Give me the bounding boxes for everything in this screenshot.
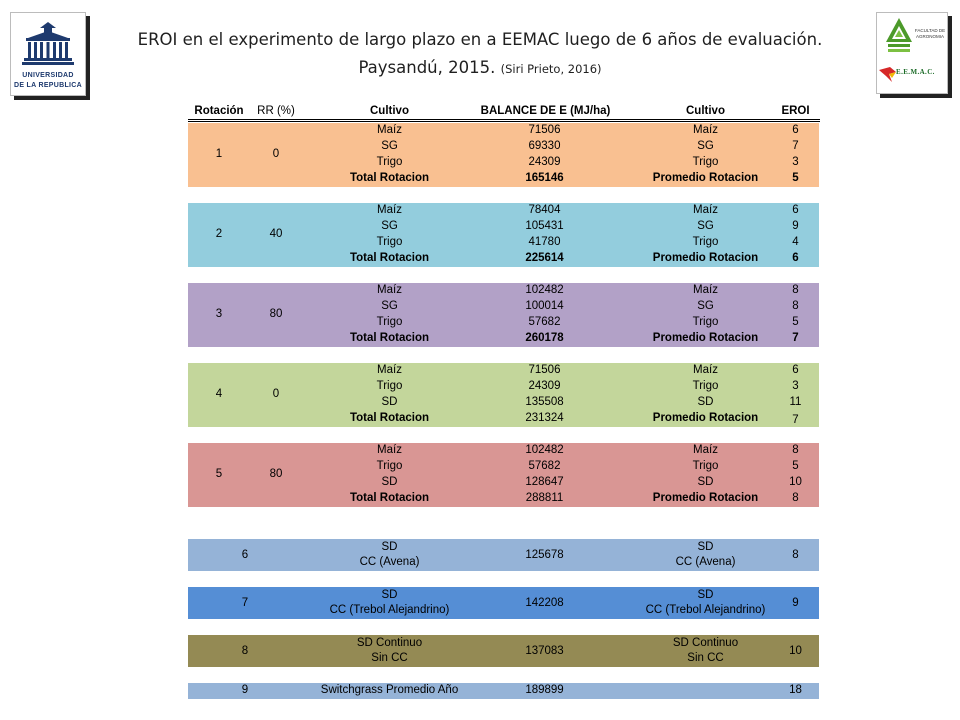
fagro-logo-text <box>914 28 946 40</box>
cultivo-line-2: CC (Trebol Alejandrino) <box>329 604 450 616</box>
cultivo-cell: Trigo <box>376 380 403 392</box>
balance-cell: 105431 <box>525 220 564 232</box>
rotation-number: 8 <box>241 645 249 657</box>
cultivo-2-cell: Maíz <box>693 444 718 456</box>
cultivo-2-line-2: CC (Trebol Alejandrino) <box>645 604 766 616</box>
rotation-number: 9 <box>241 684 249 696</box>
cultivo-line-1: SD <box>381 589 398 601</box>
eroi-cell: 6 <box>792 124 799 136</box>
balance-cell: 71506 <box>528 364 561 376</box>
cultivo-2-cell: Trigo <box>692 460 719 472</box>
eroi-cell: 8 <box>792 284 799 296</box>
cultivo-2-cell: Maíz <box>693 284 718 296</box>
eroi-cell: 8 <box>792 549 799 561</box>
cultivo-cell: Maíz <box>377 444 402 456</box>
cultivo-cell: SD <box>381 396 398 408</box>
promedio-rotacion-label: Promedio Rotacion <box>652 332 759 344</box>
promedio-rotacion-label: Promedio Rotacion <box>652 492 759 504</box>
balance-cell: 78404 <box>528 204 561 216</box>
rotation-2-block <box>188 203 819 267</box>
slide-title <box>100 26 860 83</box>
header-rr: RR (%) <box>257 105 295 117</box>
udelar-logo <box>10 12 90 100</box>
balance-cell: 142208 <box>525 597 564 609</box>
header-balance: BALANCE DE E (MJ/ha) <box>480 105 611 117</box>
cultivo-cell: Maíz <box>377 204 402 216</box>
cultivo-2-cell: Trigo <box>692 236 719 248</box>
cultivo-cell: SG <box>381 220 398 232</box>
cultivo-line-1: SD Continuo <box>356 637 423 649</box>
balance-cell: 100014 <box>525 300 564 312</box>
eroi-cell: 3 <box>792 156 799 168</box>
cultivo-2-cell: Maíz <box>693 124 718 136</box>
cultivo-cell: Trigo <box>376 156 403 168</box>
rotation-number: 7 <box>241 597 249 609</box>
rotation-3-block <box>188 283 819 347</box>
balance-cell: 102482 <box>525 284 564 296</box>
rotation-number: 3 <box>215 308 223 320</box>
total-rotacion-label: Total Rotacion <box>349 332 429 344</box>
cultivo-2-line-1: SD Continuo <box>672 637 739 649</box>
header-cultivo: Cultivo <box>370 105 409 117</box>
rotation-4-block <box>188 363 819 427</box>
rotation-5-block <box>188 443 819 507</box>
balance-cell: 102482 <box>525 444 564 456</box>
cultivo-line-2: Sin CC <box>371 652 408 664</box>
udelar-logo-line-2: DE LA REPUBLICA <box>13 82 83 89</box>
table-header <box>188 104 820 122</box>
promedio-eroi: 5 <box>792 172 799 184</box>
cultivo-cell: SG <box>381 140 398 152</box>
total-rotacion-label: Total Rotacion <box>349 172 429 184</box>
eroi-cell: 10 <box>789 645 802 657</box>
cultivo-cell: Trigo <box>376 316 403 328</box>
cultivo-cell: SD <box>381 476 398 488</box>
cultivo-cell: SG <box>381 300 398 312</box>
eroi-cell: 3 <box>792 380 799 392</box>
cultivo-2-cell: Trigo <box>692 156 719 168</box>
total-balance: 288811 <box>525 492 564 504</box>
balance-cell: 24309 <box>528 380 561 392</box>
cultivo-2-cell: SD <box>697 476 714 488</box>
rotation-number: 2 <box>215 228 223 240</box>
cultivo-cell: Maíz <box>377 364 402 376</box>
total-rotacion-label: Total Rotacion <box>349 252 429 264</box>
rr-value: 0 <box>272 148 280 160</box>
total-balance: 260178 <box>525 332 564 344</box>
promedio-rotacion-label: Promedio Rotacion <box>652 252 759 264</box>
cultivo-line-1: SD <box>381 541 398 553</box>
rotation-6-block <box>188 539 819 571</box>
title-place-year: Paysandú, 2015. <box>358 58 496 77</box>
balance-cell: 71506 <box>528 124 561 136</box>
cultivo-2-cell: Maíz <box>693 204 718 216</box>
total-rotacion-label: Total Rotacion <box>349 412 429 424</box>
cultivo-2-cell: Trigo <box>692 380 719 392</box>
rotation-9-block <box>188 683 819 699</box>
eroi-cell: 6 <box>792 364 799 376</box>
header-eroi: EROI <box>781 105 810 117</box>
rotation-7-block <box>188 587 819 619</box>
eemac-bird-icon <box>878 66 898 84</box>
eemac-logo-text: E.E.M.A.C. <box>896 68 935 76</box>
header-rotacion: Rotación <box>194 105 244 117</box>
promedio-eroi: 7 <box>792 332 799 344</box>
cultivo-2-cell: SG <box>697 300 714 312</box>
cultivo-cell: Maíz <box>377 124 402 136</box>
eroi-cell: 8 <box>792 444 799 456</box>
eroi-cell: 10 <box>789 476 802 488</box>
eroi-cell: 7 <box>792 140 799 152</box>
title-line-2 <box>100 54 860 83</box>
promedio-eroi: 8 <box>792 492 799 504</box>
rotation-number: 6 <box>241 549 249 561</box>
fagro-logo-line-2: AGRONOMIA <box>915 34 944 39</box>
total-rotacion-label: Total Rotacion <box>349 492 429 504</box>
balance-cell: 137083 <box>525 645 564 657</box>
fagro-eemac-logo <box>876 12 952 98</box>
total-balance: 165146 <box>525 172 564 184</box>
university-building-icon <box>20 20 76 68</box>
cultivo-2-line-2: Sin CC <box>687 652 724 664</box>
cultivo-2-cell: Maíz <box>693 364 718 376</box>
title-line-1: EROI en el experimento de largo plazo en a EEMAC luego de 6 años de evaluación. <box>137 30 823 49</box>
cultivo-2-cell: SD <box>697 396 714 408</box>
rotation-8-block <box>188 635 819 667</box>
promedio-eroi: 6 <box>792 252 799 264</box>
total-balance: 231324 <box>525 412 564 424</box>
rotation-number: 4 <box>215 388 223 400</box>
rr-value: 0 <box>272 388 280 400</box>
rr-value: 80 <box>269 308 283 320</box>
cultivo-2-line-2: CC (Avena) <box>675 556 736 568</box>
rotation-1-block <box>188 123 819 187</box>
cultivo-line-2: CC (Avena) <box>359 556 420 568</box>
cultivo-cell: Trigo <box>376 236 403 248</box>
eroi-cell: 9 <box>792 220 799 232</box>
eroi-cell: 6 <box>792 204 799 216</box>
title-citation: (Siri Prieto, 2016) <box>500 62 602 76</box>
fagro-logo-line-1: FACULTAD DE <box>914 28 946 33</box>
cultivo-2-line-1: SD <box>697 541 714 553</box>
balance-cell: 189899 <box>525 684 564 696</box>
rr-value: 80 <box>269 468 283 480</box>
cultivo-cell: Switchgrass Promedio Año <box>320 684 459 696</box>
eroi-cell: 5 <box>792 316 799 328</box>
balance-cell: 57682 <box>528 316 561 328</box>
eroi-cell: 18 <box>789 684 802 696</box>
promedio-rotacion-label: Promedio Rotacion <box>652 172 759 184</box>
promedio-rotacion-label: Promedio Rotacion <box>652 412 759 424</box>
cultivo-2-line-1: SD <box>697 589 714 601</box>
rotation-number: 5 <box>215 468 223 480</box>
cultivo-2-cell: SG <box>697 220 714 232</box>
cultivo-cell: Trigo <box>376 460 403 472</box>
promedio-eroi: 7 <box>792 414 799 426</box>
eroi-cell: 9 <box>792 597 799 609</box>
balance-cell: 41780 <box>528 236 561 248</box>
balance-cell: 128647 <box>525 476 564 488</box>
rotation-number: 1 <box>215 148 223 160</box>
cultivo-2-cell: SG <box>697 140 714 152</box>
balance-cell: 69330 <box>528 140 561 152</box>
eroi-cell: 4 <box>792 236 799 248</box>
header-cultivo-2: Cultivo <box>686 105 725 117</box>
fagro-shield-icon <box>884 16 914 58</box>
cultivo-2-cell: Trigo <box>692 316 719 328</box>
balance-cell: 24309 <box>528 156 561 168</box>
eroi-cell: 5 <box>792 460 799 472</box>
udelar-logo-line-1: UNIVERSIDAD <box>22 72 74 79</box>
eroi-cell: 11 <box>789 396 802 408</box>
rr-value: 40 <box>269 228 283 240</box>
balance-cell: 125678 <box>525 549 564 561</box>
cultivo-cell: Maíz <box>377 284 402 296</box>
balance-cell: 57682 <box>528 460 561 472</box>
total-balance: 225614 <box>525 252 564 264</box>
balance-cell: 135508 <box>525 396 564 408</box>
eroi-cell: 8 <box>792 300 799 312</box>
